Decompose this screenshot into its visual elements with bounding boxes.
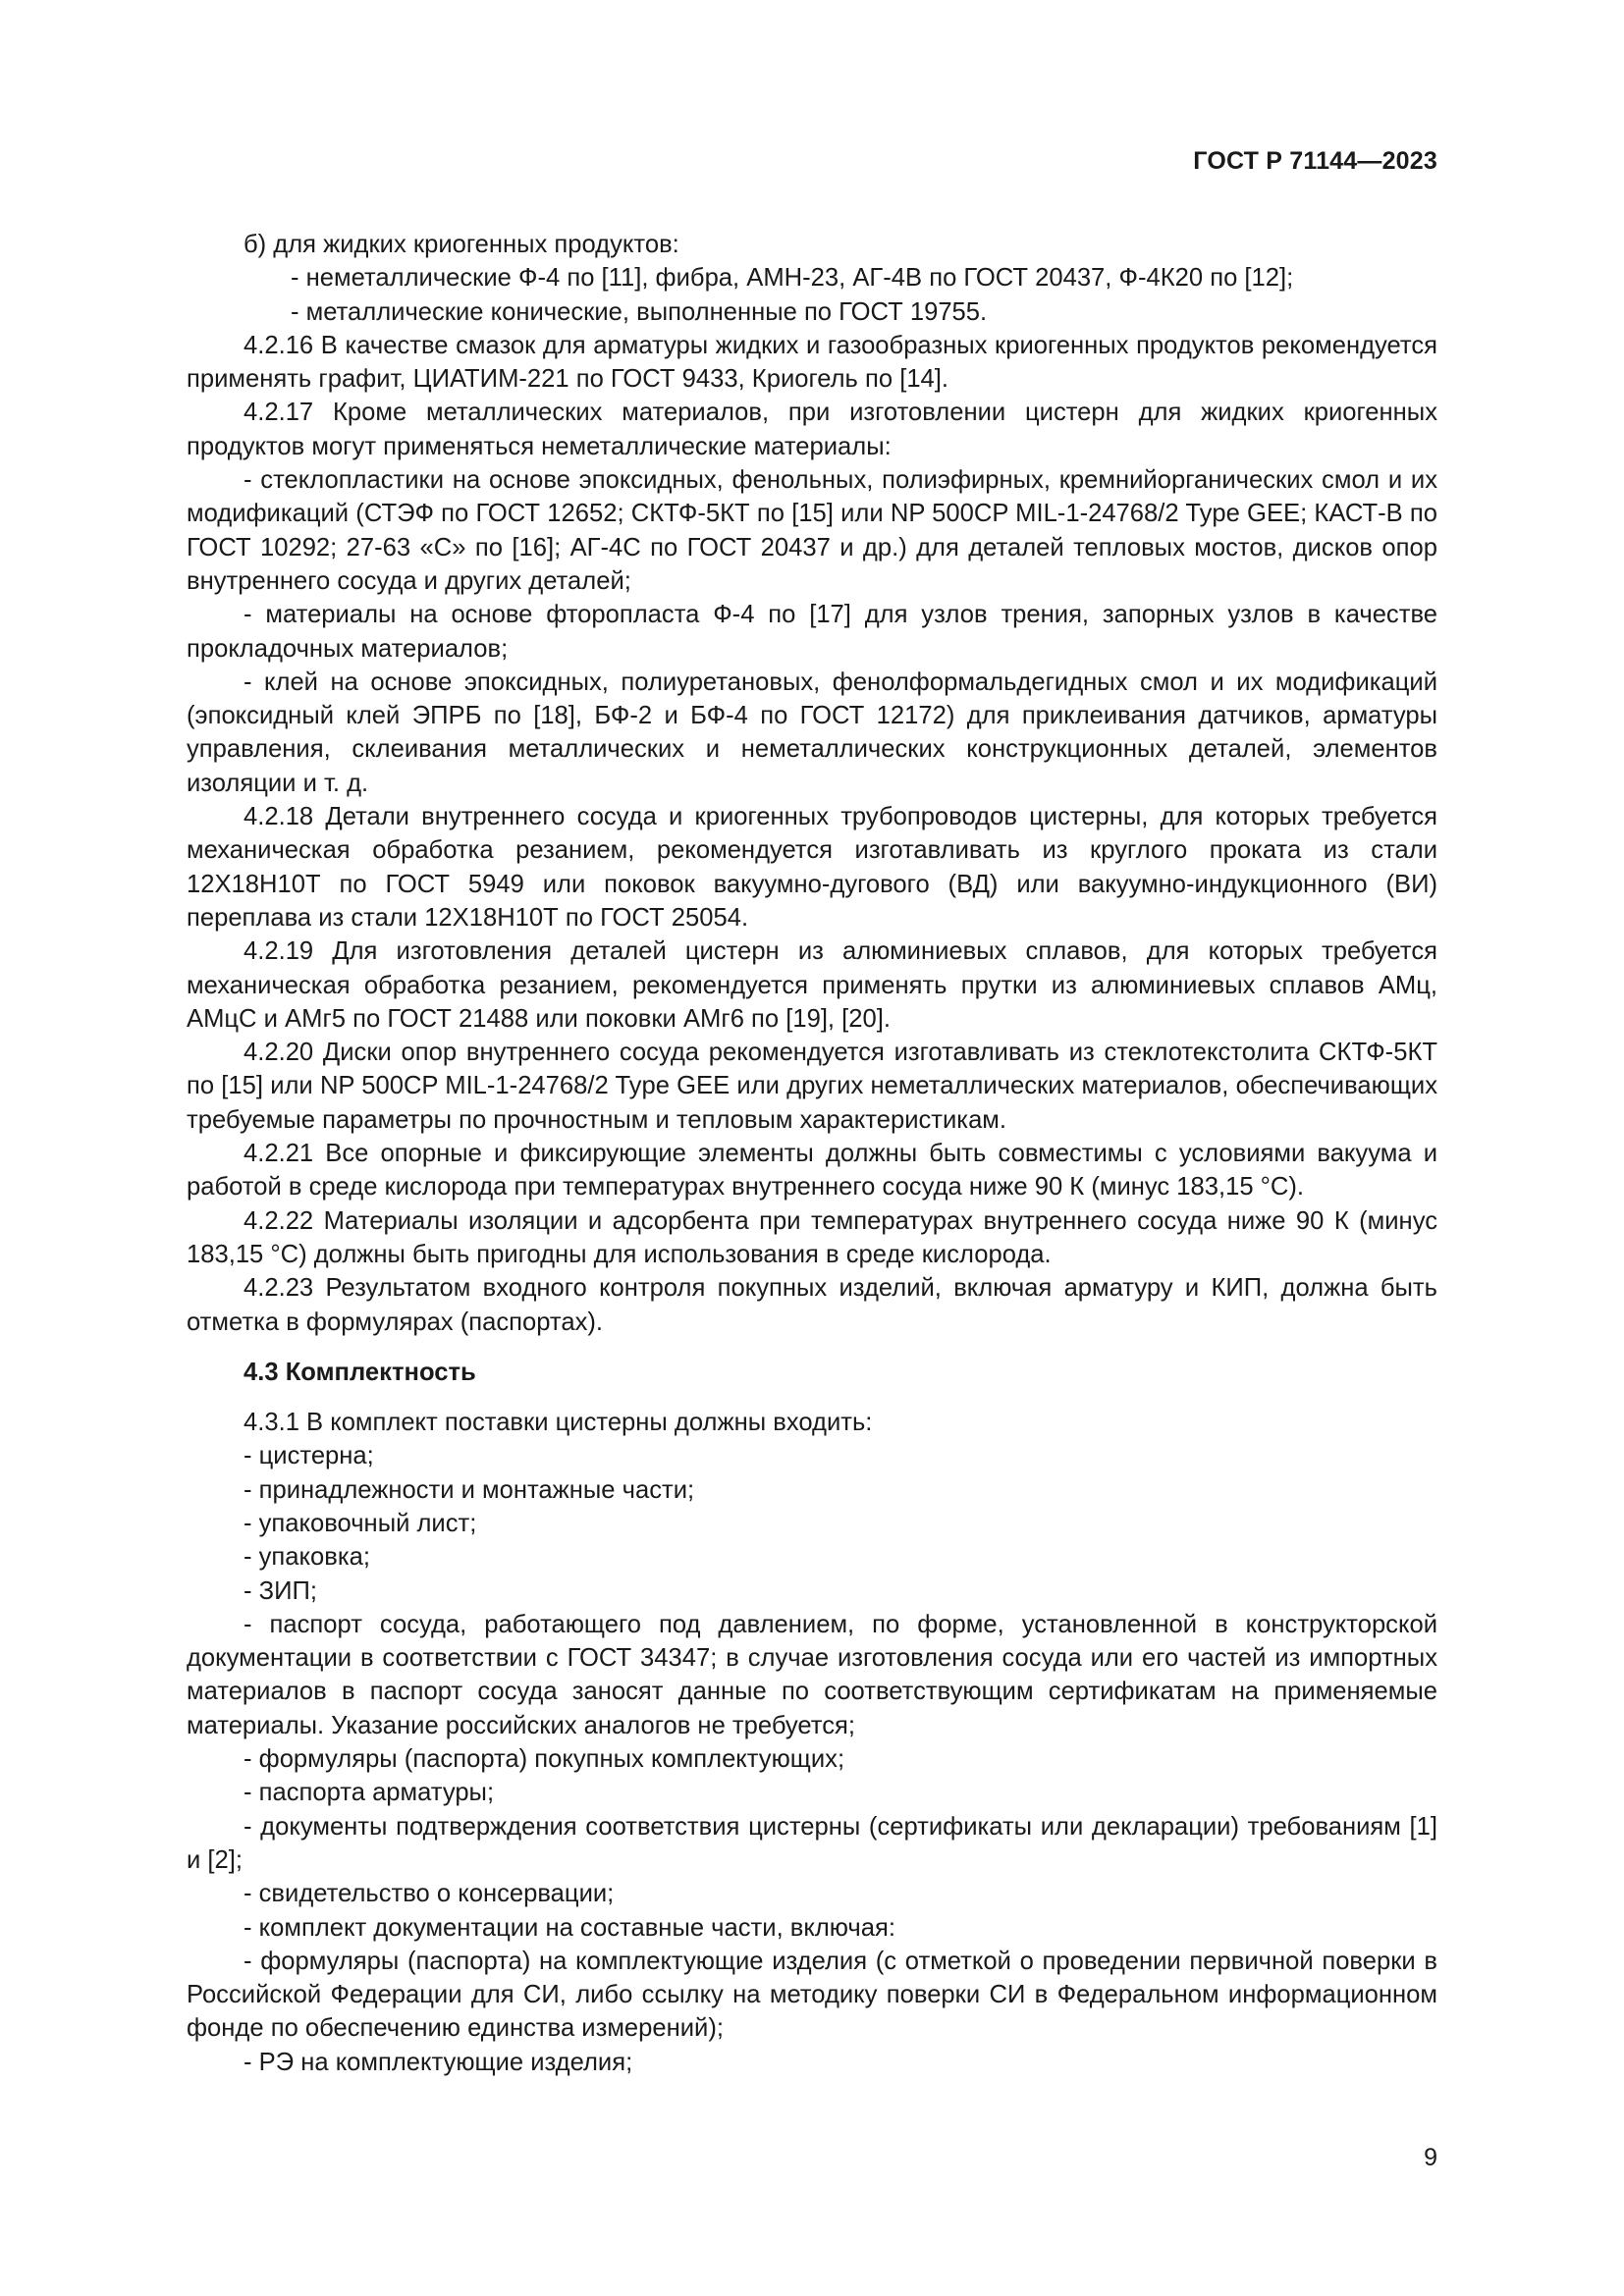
clause-4-2-18: 4.2.18 Детали внутреннего сосуда и криогенных трубопроводов цистерны, для которых требуется механическая обработка резанием, рекомендуется изготавливать из круглого проката из стали 12Х18Н10Т по ГОСТ 5949 или поковок вакуумно-дугового (ВД) или вакуумно-индукционного (ВИ) переплава из стали 12Х18Н10Т по ГОСТ 25054. [187, 803, 1437, 932]
list-item: - формуляры (паспорта) покупных комплектующих; [244, 1745, 845, 1774]
list-item: - ЗИП; [244, 1576, 317, 1605]
list-item: - упаковочный лист; [244, 1509, 477, 1537]
list-item: - стеклопластики на основе эпоксидных, фенольных, полиэфирных, кремнийорганических смол и их модификаций (СТЭФ по ГОСТ 12652; СКТФ-5КТ по [15] или NP 500CP MIL-1-24768/2 Type GEE; КАСТ-В по ГОСТ 10292; 27-63 «С» по [16]; АГ-4С по ГОСТ 20437 и др.) для деталей тепловых мостов, дисков опор внутреннего сосуда и других деталей; [187, 466, 1437, 595]
list-item: - цистерна; [244, 1442, 374, 1470]
document-body [187, 228, 1437, 2079]
clause-4-3-1: 4.3.1 В комплект поставки цистерны должны входить: [244, 1409, 873, 1437]
clause-4-2-19: 4.2.19 Для изготовления деталей цистерн из алюминиевых сплавов, для которых требуется механическая обработка резанием, рекомендуется применять прутки из алюминиевых сплавов АМц, АМцС и АМг5 по ГОСТ 21488 или поковки АМг6 по [19], [20]. [187, 937, 1437, 1033]
clause-4-2-17: 4.2.17 Кроме металлических материалов, при изготовлении цистерн для жидких криогенных продуктов могут применяться неметаллические материалы: [187, 399, 1437, 460]
clause-4-2-16: 4.2.16 В качестве смазок для арматуры жидких и газообразных криогенных продуктов рекомендуется применять графит, ЦИАТИМ-221 по ГОСТ 9433, Криогель по [14]. [187, 331, 1437, 394]
paragraph: б) для жидких криогенных продуктов: [244, 231, 679, 258]
list-item: - клей на основе эпоксидных, полиуретановых, фенолформальдегидных смол и их модификаций (эпоксидный клей ЭПРБ по [18], БФ-2 и БФ-4 по ГОСТ 12172) для приклеивания датчиков, арматуры управления, склеивания металлических и неметаллических конструкционных деталей, элементов изоляции и т. д. [187, 667, 1437, 797]
document-header-standard-id: ГОСТ Р 71144—2023 [1193, 147, 1437, 175]
list-item: - документы подтверждения соответствия цистерны (сертификаты или декларации) требованиям [1] и [2]; [187, 1812, 1437, 1874]
list-item: - принадлежности и монтажные части; [244, 1475, 695, 1504]
clause-4-2-21: 4.2.21 Все опорные и фиксирующие элементы должны быть совместимы с условиями вакуума и работой в среде кислорода при температурах внутреннего сосуда ниже 90 К (минус 183,15 °С). [187, 1140, 1437, 1201]
clause-4-2-22: 4.2.22 Материалы изоляции и адсорбента при температурах внутреннего сосуда ниже 90 К (минус 183,15 °С) должны быть пригодны для использования в среде кислорода. [187, 1206, 1437, 1268]
clause-4-2-20: 4.2.20 Диски опор внутреннего сосуда рекомендуется изготавливать из стеклотекстолита СКТФ-5КТ по [15] или NP 500CP MIL-1-24768/2 Type GEE или других неметаллических материалов, обеспечивающих требуемые параметры по прочностным и тепловым характеристикам. [187, 1039, 1437, 1134]
list-item: - РЭ на комплектующие изделия; [244, 2048, 633, 2076]
section-title-4-3: 4.3 Комплектность [244, 1358, 476, 1386]
list-item: - формуляры (паспорта) на комплектующие изделия (с отметкой о проведении первичной поверки в Российской Федерации для СИ, либо ссылку на методику поверки СИ в Федеральном информационном фонде по обеспечению единства измерений); [187, 1947, 1437, 2043]
list-item: - комплект документации на составные части, включая: [244, 1913, 895, 1942]
list-item: - неметаллические Ф-4 по [11], фибра, АМН-23, АГ-4В по ГОСТ 20437, Ф-4К20 по [12]; [291, 264, 1294, 293]
list-item: - упаковка; [244, 1543, 370, 1572]
list-item: - металлические конические, выполненные по ГОСТ 19755. [291, 297, 988, 326]
list-item: - свидетельство о консервации; [244, 1880, 615, 1908]
clause-4-2-23: 4.2.23 Результатом входного контроля покупных изделий, включая арматуру и КИП, должна быть отметка в формулярах (паспортах). [187, 1274, 1437, 1336]
list-item: - материалы на основе фторопласта Ф-4 по [17] для узлов трения, запорных узлов в качестве прокладочных материалов; [187, 601, 1437, 663]
list-item: - паспорта арматуры; [244, 1779, 495, 1807]
page-number: 9 [1424, 2144, 1437, 2171]
list-item: - паспорт сосуда, работающего под давлением, по форме, установленной в конструкторской документации в соответствии с ГОСТ 34347; в случае изготовления сосуда или его частей из импортных материалов в паспорт сосуда заносят данные по соответствующим сертификатам на применяемые материалы. Указание российских аналогов не требуется; [187, 1610, 1437, 1739]
